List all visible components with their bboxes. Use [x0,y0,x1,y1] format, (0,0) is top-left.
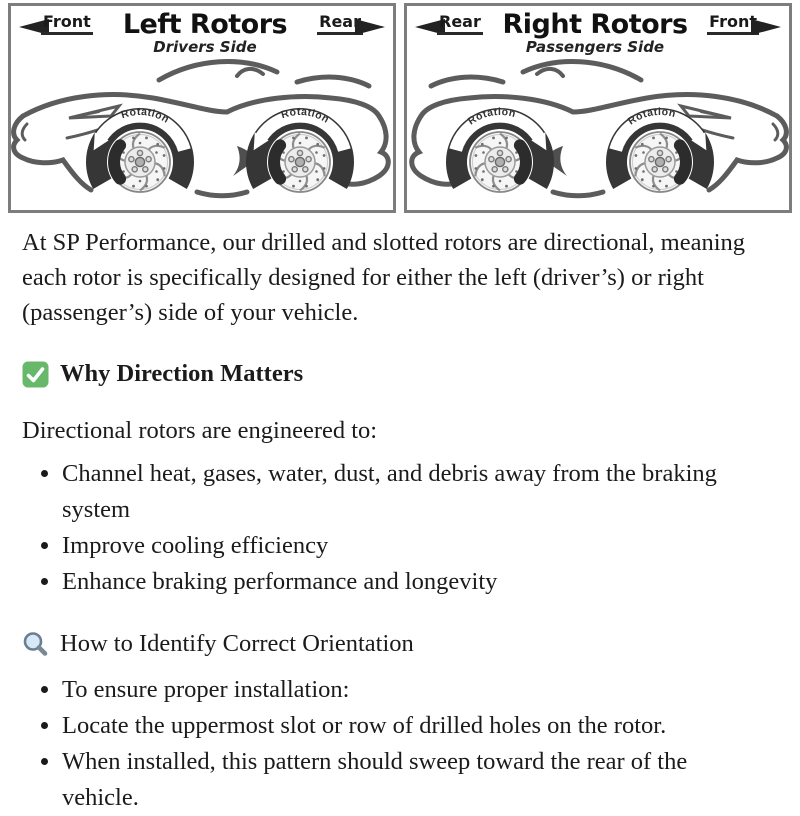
rear-direction-label [317,13,385,35]
section-heading-why-direction-matters [22,359,778,389]
brake-caliper [274,145,280,178]
panel-subtitle: Passengers Side [525,38,665,56]
list-item: • Locate the uppermost slot or row of drilled holes on the rotor. [62,708,734,744]
right-panel-header [407,6,789,56]
orientation-steps-list [22,672,734,816]
rotation-label: Rotation [625,105,678,128]
rear-wheel [446,106,554,192]
magnifying-glass-icon [22,631,49,658]
article-body [0,213,800,816]
panel-title: Left Rotors [122,9,288,40]
lead-paragraph: Directional rotors are engineered to: [22,417,378,444]
section-heading-how-to-identify [22,629,778,659]
front-wheel [606,106,714,192]
front-direction-label [19,13,93,35]
brake-caliper [520,145,526,178]
direction-text: Front [707,13,759,35]
check-mark-button-icon [22,361,49,388]
rotor-direction-diagram [0,0,800,213]
car-right-illustration [407,52,789,210]
arrow-right-icon [751,19,781,35]
list-item: • Enhance braking performance and longevity [62,564,734,600]
car-left-illustration [11,52,393,210]
list-item: • Improve cooling efficiency [62,528,734,564]
section-heading-text: Why Direction Matters [60,360,304,387]
section-heading-text: How to Identify Correct Orientation [60,630,414,657]
front-direction-label [707,13,781,35]
list-item: • Channel heat, gases, water, dust, and debris away from the braking system [62,456,734,528]
rotation-label: Rotation [119,105,172,126]
panel-subtitle: Drivers Side [153,38,257,56]
direction-text: Front [41,13,93,35]
direction-text: Rear [317,13,363,35]
brake-caliper [114,145,120,178]
rotation-label: Rotation [279,105,332,126]
left-panel-titles [123,11,287,56]
list-item: • When installed, this pattern should sweep toward the rear of the vehicle. [62,744,734,816]
left-rotors-panel [8,3,396,213]
list-item: • To ensure proper installation: [62,672,734,708]
front-wheel [86,106,194,192]
rotation-label: Rotation [465,105,518,128]
right-panel-titles [502,11,687,56]
panel-title: Right Rotors [502,9,688,40]
direction-text: Rear [437,13,483,35]
rear-direction-label [415,13,483,35]
brake-caliper [680,145,686,178]
arrow-right-icon [355,19,385,35]
right-rotors-panel [404,3,792,213]
benefits-list [22,456,734,600]
rear-wheel [246,106,354,192]
left-panel-header [11,6,393,56]
intro-paragraph: At SP Performance, our drilled and slotted rotors are directional, meaning each rotor is specifically designed for either the left (driver’s) or right (passenger’s) side of your vehicle. [22,229,746,326]
